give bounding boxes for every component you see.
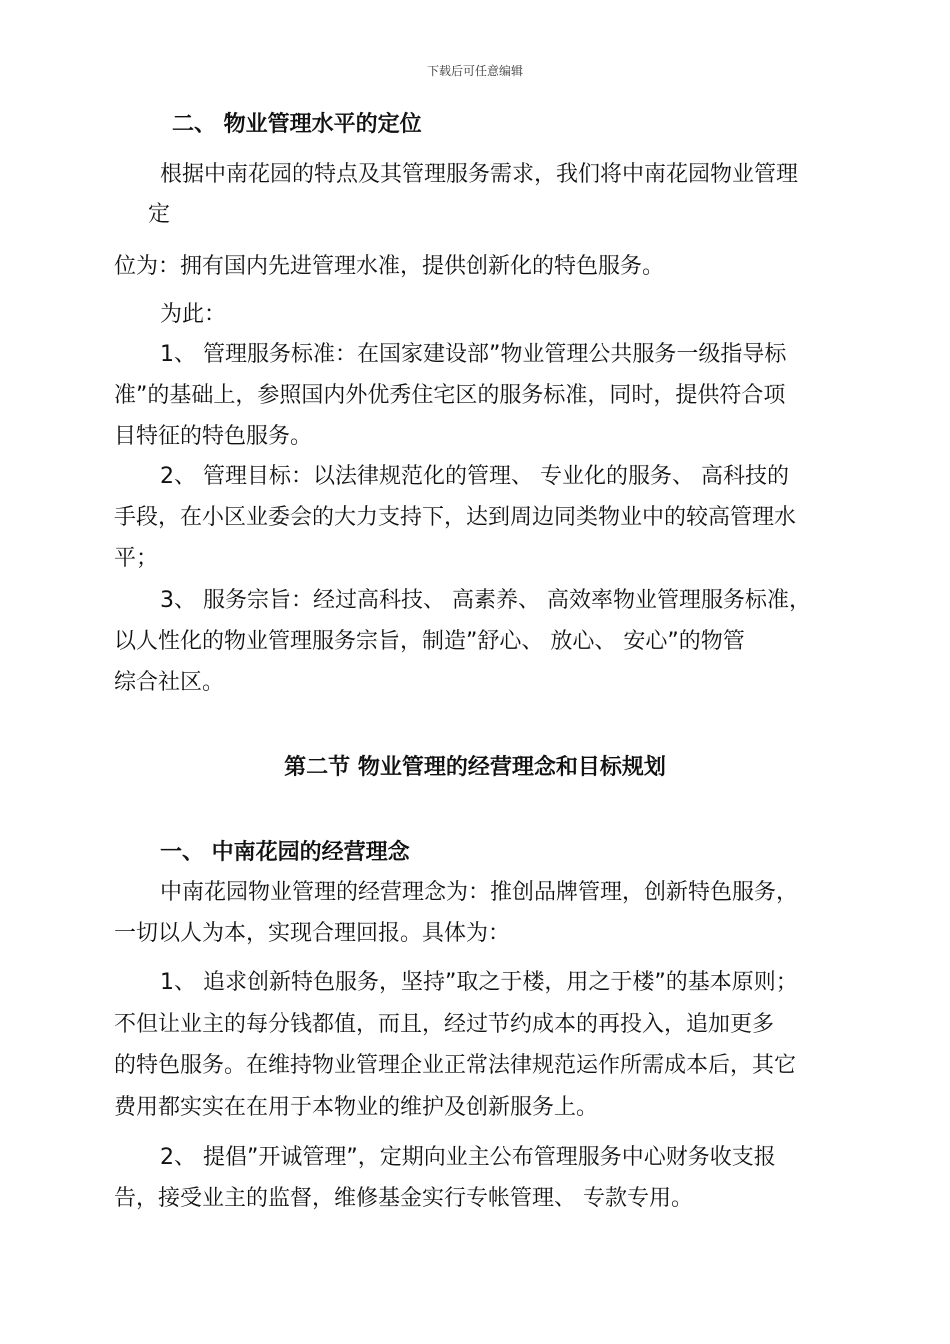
item1-line2: 准”的基础上，参照国内外优秀住宅区的服务标准，同时，提供符合项: [114, 383, 786, 408]
section-one-heading: 一、 中南花园的经营理念: [160, 840, 410, 865]
item3-line2: 以人性化的物业管理服务宗旨，制造”舒心、 放心、 安心”的物管: [114, 629, 745, 654]
paragraph-positioning-line1: 根据中南花园的特点及其管理服务需求，我们将中南花园物业管理: [160, 162, 799, 187]
item5-line1: 2、 提倡”开诚管理”，定期向业主公布管理服务中心财务收支报: [160, 1145, 776, 1170]
item4-line4: 费用都实实在在用于本物业的维护及创新服务上。: [114, 1095, 599, 1120]
item3-line3: 综合社区。: [114, 670, 225, 695]
item4-line1: 1、 追求创新特色服务，坚持”取之于楼，用之于楼”的基本原则；: [160, 970, 798, 995]
item2-line2: 手段，在小区业委会的大力支持下，达到周边同类物业中的较高管理水: [114, 505, 797, 530]
section-heading: 第二节 物业管理的经营理念和目标规划: [284, 755, 666, 780]
item1-line3: 目特征的特色服务。: [114, 424, 313, 449]
item2-line3: 平；: [114, 546, 159, 571]
weici-text: 为此：: [160, 302, 227, 327]
item4-line2: 不但让业主的每分钱都值，而且，经过节约成本的再投入，追加更多: [114, 1012, 775, 1037]
para2-line1: 中南花园物业管理的经营理念为：推创品牌管理，创新特色服务，: [160, 880, 799, 905]
item2-line1: 2、 管理目标：以法律规范化的管理、 专业化的服务、 高科技的: [160, 464, 789, 489]
item3-line1: 3、 服务宗旨：经过高科技、 高素养、 高效率物业管理服务标准，: [160, 588, 811, 613]
item1-line1: 1、 管理服务标准：在国家建设部”物业管理公共服务一级指导标: [160, 342, 787, 367]
item4-line3: 的特色服务。在维持物业管理企业正常法律规范运作所需成本后，其它: [114, 1053, 797, 1078]
page-header-note: 下载后可任意编辑: [426, 64, 523, 78]
para2-line2: 一切以人为本，实现合理回报。具体为：: [114, 921, 511, 946]
paragraph-positioning-line2: 定: [148, 202, 171, 227]
section-two-heading: 二、 物业管理水平的定位: [172, 112, 422, 137]
paragraph-positioning-line3: 位为：拥有国内先进管理水准，提供创新化的特色服务。: [114, 254, 665, 279]
item5-line2: 告，接受业主的监督，维修基金实行专帐管理、 专款专用。: [114, 1186, 693, 1211]
